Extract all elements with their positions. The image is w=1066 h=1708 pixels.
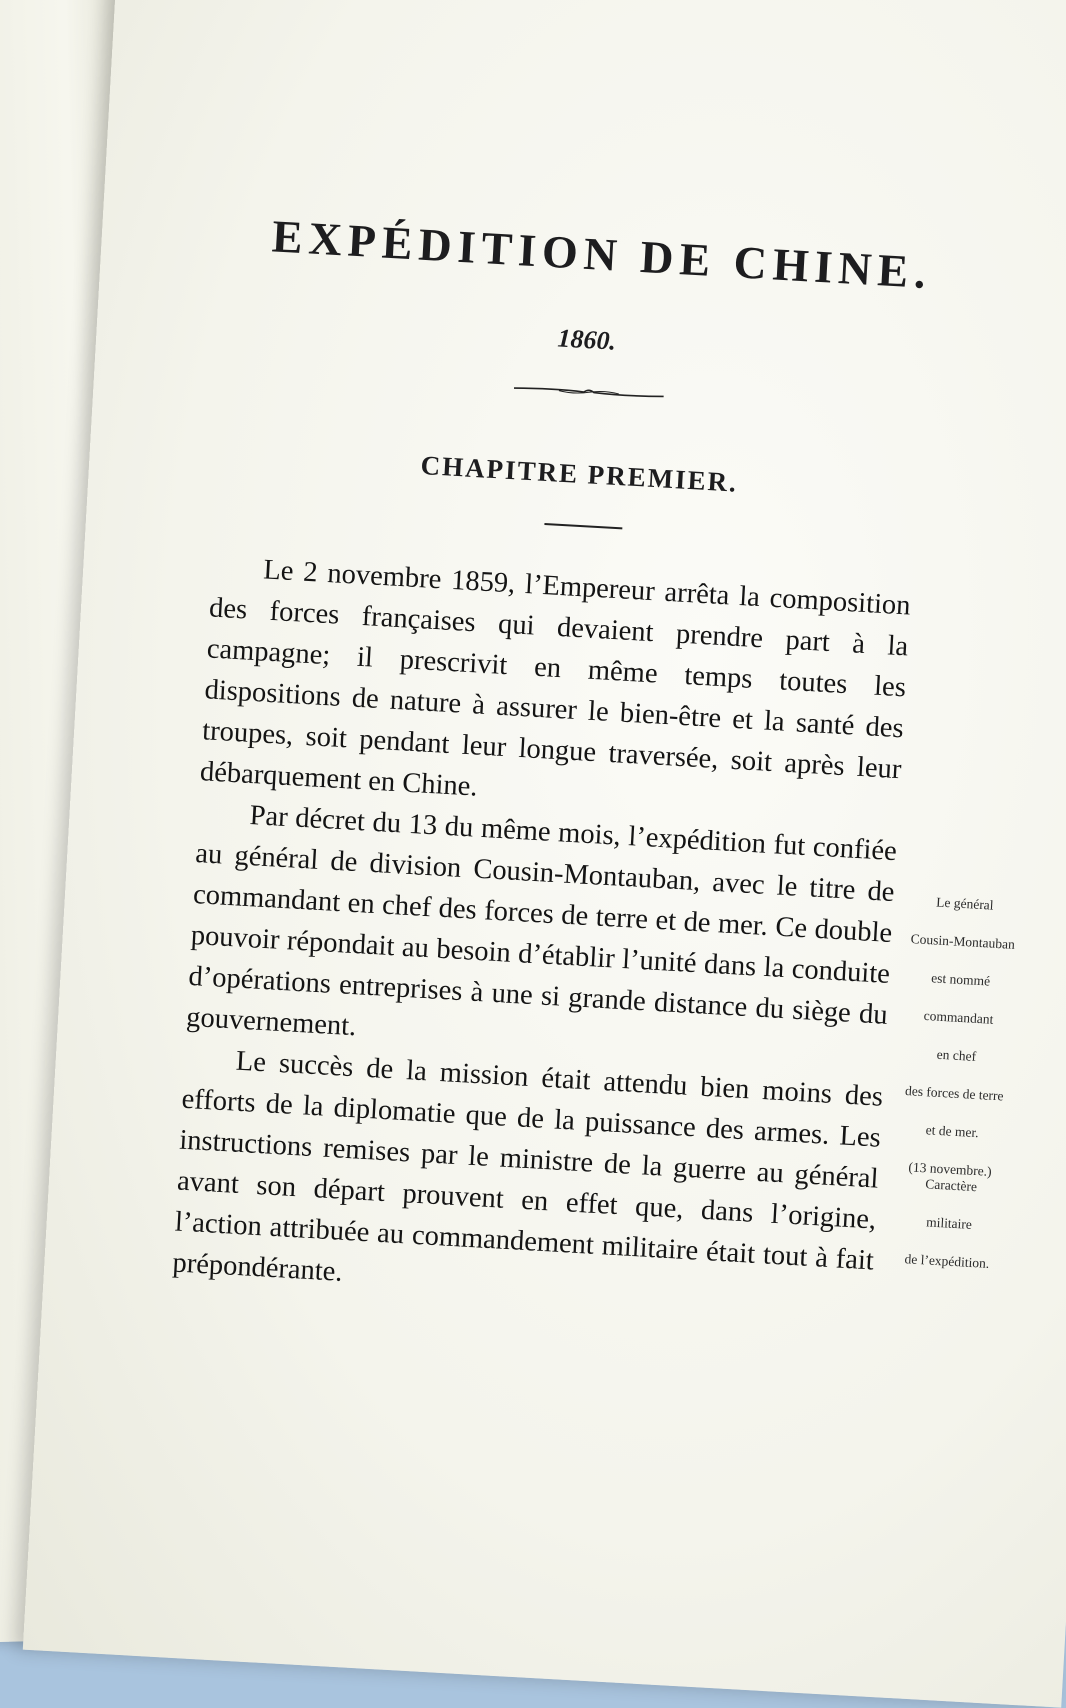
ornamental-divider: [514, 383, 664, 401]
chapter-heading: CHAPITRE PREMIER.: [419, 450, 739, 498]
book-page: [23, 0, 1066, 1708]
paragraph: Par décret du 13 du même mois, l’expédition fut confiée au général de division Cousin-Montauban, avec le titre de commandant en chef des forces de terre et de mer. Ce double pouvoir répondait au besoin d’établir l’unité dans la conduite d’opérations entreprises à une si grande distance du siège du gouvernement.: [185, 800, 898, 1043]
margin-note-line: et de mer.: [925, 1122, 979, 1141]
margin-note-line: commandant: [923, 1007, 994, 1027]
paragraph: Le 2 novembre 1859, l’Empereur arrêta la composition des forces françaises qui devaient prendre part à la campagne; il prescrivit en même temps toutes les dispositions de nature à assurer le bien-être et la santé des troupes, soit pendant leur longue traversée, soit après leur débarquement en Chine.: [199, 554, 912, 803]
margin-note-line: de l’expédition.: [904, 1251, 990, 1271]
document-year: 1860.: [556, 323, 617, 356]
margin-note-line: en chef: [936, 1046, 977, 1064]
margin-note-line: est nommé: [930, 970, 991, 989]
chapter-rule: [544, 523, 622, 529]
margin-note-line: Le général: [935, 894, 994, 913]
margin-note-line: militaire: [925, 1214, 973, 1232]
margin-note-appointment: [884, 871, 1032, 1201]
margin-note-line: Caractère: [924, 1176, 978, 1195]
page-content: [23, 0, 1066, 1708]
margin-note-line: des forces de terre: [904, 1083, 1004, 1104]
document-title: EXPÉDITION DE CHINE.: [270, 210, 934, 299]
margin-note-character: [890, 1154, 1007, 1293]
margin-note-line: (13 novembre.): [908, 1159, 993, 1179]
paragraph: Le succès de la mission était attendu bien moins des efforts de la diplomatie que de la puissance des armes. Les instructions remises par le ministre de la guerre au général avant son départ prouvent en effet que, dans l’origine, l’action attribuée au commandement militaire était tout à fait prépondérante.: [171, 1045, 884, 1288]
body-text: [171, 547, 911, 1323]
margin-note-line: Cousin-Montauban: [910, 931, 1016, 952]
